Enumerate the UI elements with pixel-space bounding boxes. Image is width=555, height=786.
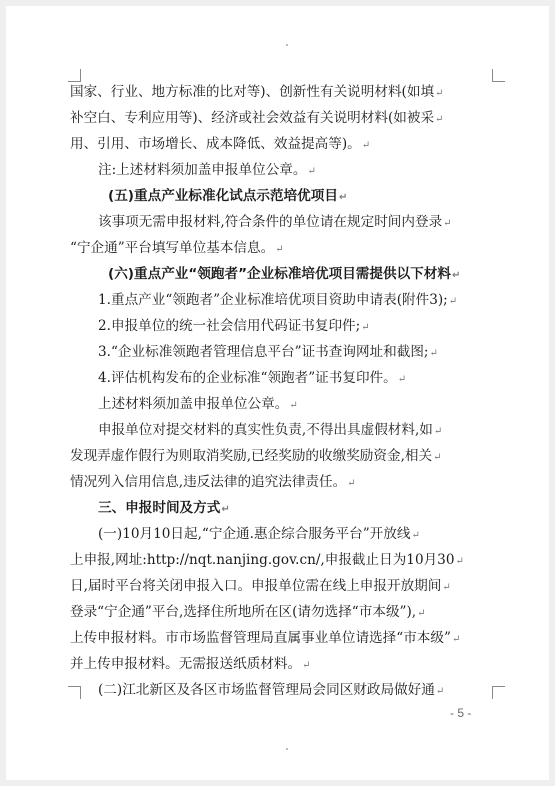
text-line: 2.申报单位的统一社会信用代码证书复印件;↵ — [98, 318, 370, 334]
section-heading: (六)重点产业“领跑者”企业标准培优项目需提供以下材料↵ — [108, 266, 461, 282]
footer-dot — [286, 748, 288, 750]
text-line: 用、引用、市场增长、成本降低、效益提高等)。↵ — [70, 136, 371, 152]
text-line: 并上传申报材料。无需报送纸质材料。↵ — [70, 656, 311, 672]
text-line: 日,届时平台将关闭申报入口。申报单位需在线上申报开放期间↵ — [70, 578, 451, 594]
page-number: - 5 - — [450, 706, 472, 720]
crop-mark-top-left — [68, 69, 81, 82]
text-line: 该事项无需申报材料,符合条件的单位请在规定时间内登录↵ — [98, 214, 452, 230]
header-dot — [286, 44, 288, 46]
text-line: 上传申报材料。市市场监督管理局直属事业单位请选择“市本级”↵ — [70, 630, 461, 646]
text-line: 上述材料须加盖申报单位公章。↵ — [98, 396, 298, 412]
text-line: 国家、行业、地方标准的比对等)、创新性有关说明材料(如填↵ — [70, 84, 444, 100]
text-line: 1.重点产业“领跑者”企业标准培优项目资助申请表(附件3);↵ — [98, 292, 458, 308]
text-line: 上申报,网址:http://nqt.nanjing.gov.cn/,申报截止日为10月30↵ — [70, 552, 464, 568]
text-line: 登录“宁企通”平台,选择住所地所在区(请勿选择“市本级”),↵ — [70, 604, 426, 620]
text-line: (二)江北新区及各区市场监督管理局会同区财政局做好通↵ — [98, 682, 445, 698]
crop-mark-bottom-right — [492, 686, 505, 699]
text-line: 情况列入信用信息,违反法律的追究法律责任。↵ — [70, 474, 356, 490]
crop-mark-bottom-left — [68, 686, 81, 699]
text-line: 4.评估机构发布的企业标准“领跑者”证书复印件。↵ — [98, 370, 407, 386]
crop-mark-top-right — [492, 69, 505, 82]
text-line: 注:上述材料须加盖申报单位公章。↵ — [98, 162, 316, 178]
text-line: 发现弄虚作假行为则取消奖励,已经奖励的收缴奖励资金,相关↵ — [70, 448, 442, 464]
text-line: 申报单位对提交材料的真实性负责,不得出具虚假材料,如↵ — [98, 422, 443, 438]
text-line: (一)10月10日起,“宁企通.惠企综合服务平台”开放线↵ — [98, 526, 420, 542]
section-heading: (五)重点产业标准化试点示范培优项目↵ — [108, 188, 348, 204]
text-line: 3.“企业标准领跑者管理信息平台”证书查询网址和截图;↵ — [98, 344, 438, 360]
text-line: 补空白、专利应用等)、经济或社会效益有关说明材料(如被采↵ — [70, 110, 444, 126]
text-line: “宁企通”平台填写单位基本信息。↵ — [70, 240, 284, 256]
section-heading: 三、申报时间及方式↵ — [98, 500, 230, 516]
